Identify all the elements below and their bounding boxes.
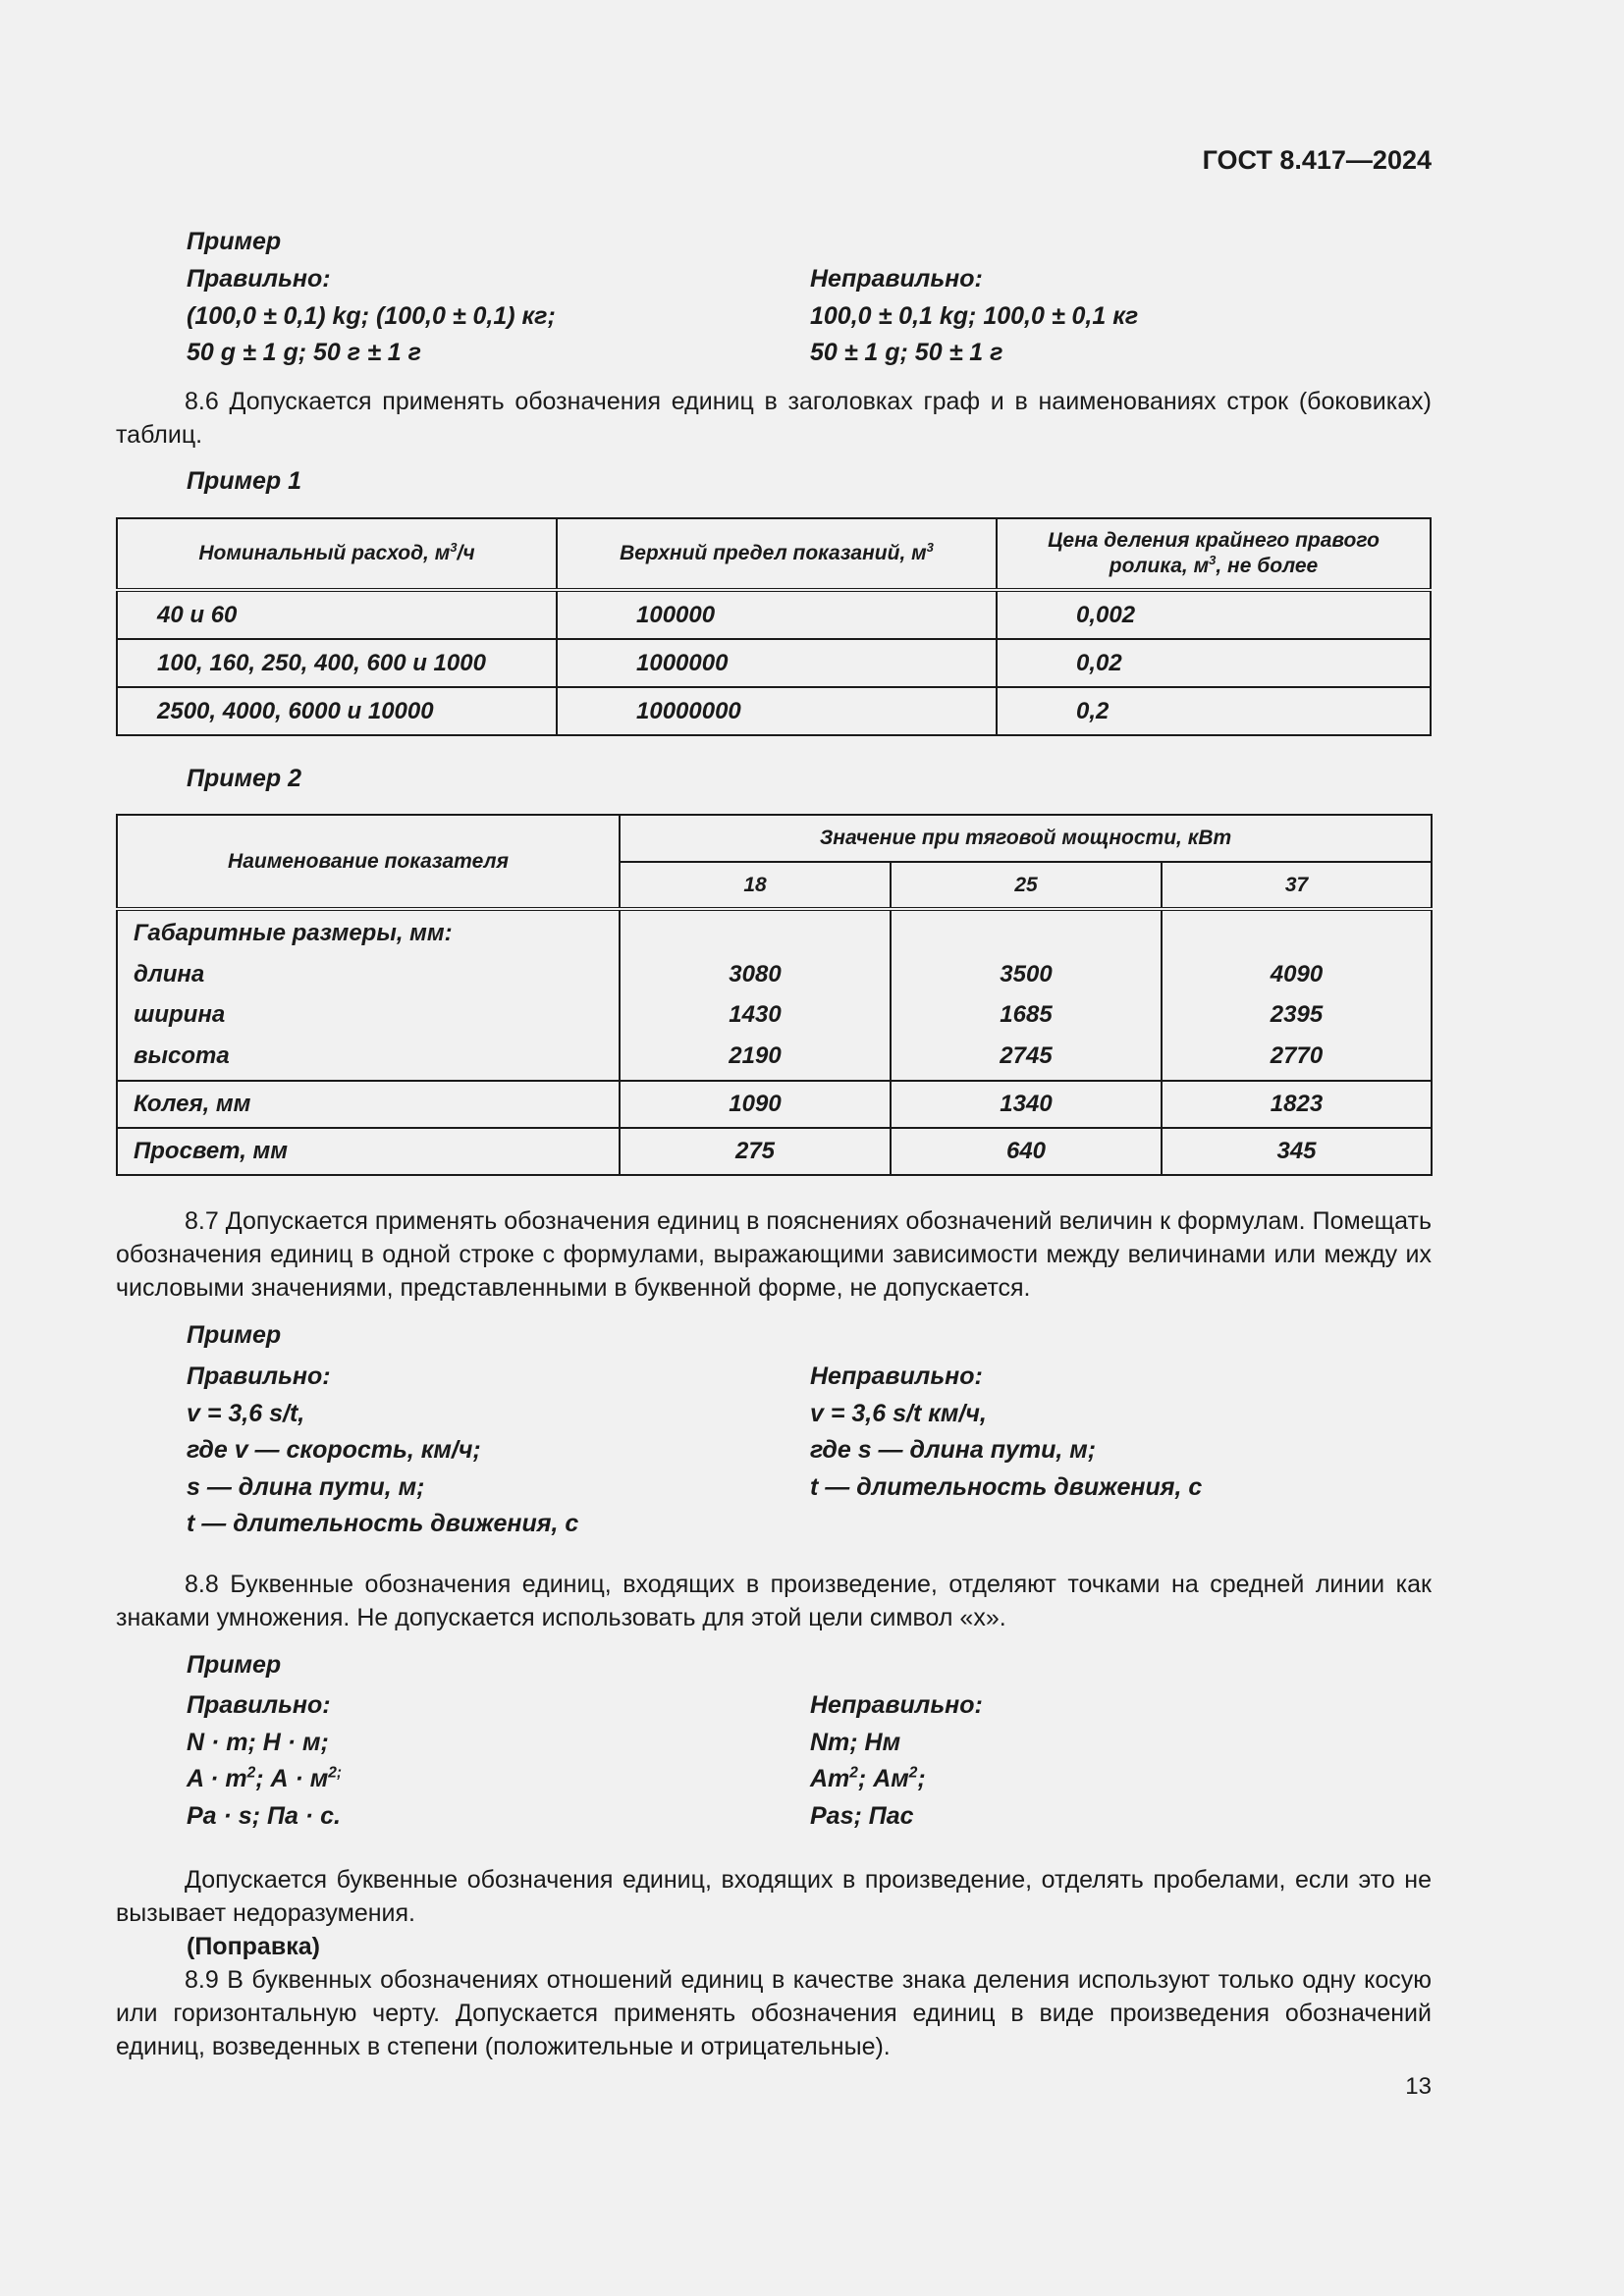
incorrect-title: Неправильно: xyxy=(810,265,983,293)
incorrect-line: 100,0 ± 0,1 kg; 100,0 ± 0,1 кг xyxy=(810,301,1139,330)
correct-line: t — длительность движения, с xyxy=(187,1510,579,1537)
incorrect-line: t — длительность движения, с xyxy=(810,1472,1203,1501)
incorrect-column xyxy=(810,1359,1434,1543)
incorrect-line: Nm; Нм xyxy=(810,1728,901,1756)
incorrect-title: Неправильно: xyxy=(810,1691,983,1719)
correct-line: $A \cdot m^2$; $А \cdot м^{2;}$ xyxy=(187,1764,343,1792)
table-cell: 100000 xyxy=(557,590,997,639)
correct-line: 50 g ± 1 g; 50 г ± 1 г xyxy=(187,339,421,366)
incorrect-title: Неправильно: xyxy=(810,1362,983,1390)
paragraph-8-8: 8.8 Буквенные обозначения единиц, входящих в произведение, отделяют точками на средней линии как знаками умножения. Не допускается использовать для этой цели символ «x». xyxy=(116,1571,1432,1631)
incorrect-line: Pas; Пас xyxy=(810,1801,914,1830)
table-cell: Просвет, мм xyxy=(117,1128,620,1175)
incorrect-line: где s — длина пути, м; xyxy=(810,1436,1097,1464)
table-row xyxy=(117,590,1431,639)
table-cell: 3500 1685 2745 xyxy=(891,909,1162,1081)
table-cell: 4090 2395 2770 xyxy=(1162,909,1432,1081)
correct-line: Pa · s; Па · с. xyxy=(187,1801,341,1830)
correct-title: Правильно: xyxy=(187,1691,331,1719)
table-row xyxy=(117,909,1432,1081)
correct-column xyxy=(187,1687,810,1835)
table-tractor-specs xyxy=(116,814,1433,1176)
table-cell: 275 xyxy=(620,1128,891,1175)
table-cell: 640 xyxy=(891,1128,1162,1175)
table-cell: 345 xyxy=(1162,1128,1432,1175)
correct-title: Правильно: xyxy=(187,1362,331,1390)
incorrect-line: 50 ± 1 g; 50 ± 1 г xyxy=(810,339,1003,366)
table-cell: 10000000 xyxy=(557,687,997,735)
example-right-wrong xyxy=(187,1687,1434,1835)
example-right-wrong xyxy=(187,1359,1434,1543)
table-cell: 0,02 xyxy=(997,639,1431,687)
table-header: 25 xyxy=(891,862,1162,909)
incorrect-line: Am$^2$; $Ам^2$; xyxy=(810,1764,926,1792)
table-cell: 100, 160, 250, 400, 600 и 1000 xyxy=(117,639,557,687)
table-header: Значение при тяговой мощности, кВт xyxy=(620,815,1432,862)
correct-title: Правильно: xyxy=(187,265,331,293)
table-cell: 1000000 xyxy=(557,639,997,687)
table-cell: 0,2 xyxy=(997,687,1431,735)
example-label: Пример xyxy=(187,228,282,255)
incorrect-column xyxy=(810,1687,1434,1835)
table-cell: 2500, 4000, 6000 и 10000 xyxy=(117,687,557,735)
paragraph-8-6: 8.6 Допускается применять обозначения единиц в заголовках граф и в наименованиях строк (боковиках) таблиц. xyxy=(116,388,1432,449)
table-row xyxy=(117,1128,1432,1175)
correct-column xyxy=(187,261,810,372)
table-cell: 0,002 xyxy=(997,590,1431,639)
table-cell: 1340 xyxy=(891,1081,1162,1128)
example-2-label: Пример 2 xyxy=(187,765,302,792)
table-cell: 1090 xyxy=(620,1081,891,1128)
correct-line: (100,0 ± 0,1) kg; (100,0 ± 0,1) кг; xyxy=(187,301,556,330)
table-cell: Колея, мм xyxy=(117,1081,620,1128)
correct-line: где v — скорость, км/ч; xyxy=(187,1436,481,1464)
table-row xyxy=(117,687,1431,735)
correct-line: v = 3,6 s/t, xyxy=(187,1399,305,1427)
paragraph-8-9: 8.9 В буквенных обозначениях отношений единиц в качестве знака деления используют только одну косую или горизонтальную черту. Допускается применять обозначения единиц в виде произведения обозначений единиц, возведенных в степени (положительные и отрицательные). xyxy=(116,1966,1432,2060)
table-cell: 3080 1430 2190 xyxy=(620,909,891,1081)
example-1-label: Пример 1 xyxy=(187,467,302,495)
table-header: Верхний предел показаний, $м^3$ xyxy=(557,518,997,590)
table-header: Наименование показателя xyxy=(117,815,620,909)
page-number: 13 xyxy=(1405,2073,1432,2100)
amendment-label: (Поправка) xyxy=(187,1933,320,1960)
table-header: Цена деления крайнего правого ролика, $м^3$, не более xyxy=(997,518,1431,590)
example-label: Пример xyxy=(187,1651,282,1679)
incorrect-line: v = 3,6 s/t км/ч, xyxy=(810,1399,987,1427)
table-header: Номинальный расход, $м^3/ч$ xyxy=(117,518,557,590)
paragraph-8-7: 8.7 Допускается применять обозначения единиц в пояснениях обозначений величин к формулам. Помещать обозначения единиц в одной строке с формулами, выражающими зависимости между величинами или между их числовыми значениями, представленными в буквенной форме, не допускается. xyxy=(116,1207,1432,1302)
paragraph-allow-spaces: Допускается буквенные обозначения единиц, входящих в произведение, отделять пробелами, если это не вызывает недоразумения. xyxy=(116,1866,1432,1927)
document-id: ГОСТ 8.417—2024 xyxy=(1202,145,1432,175)
correct-line: s — длина пути, м; xyxy=(187,1472,425,1501)
example-right-wrong xyxy=(187,261,1434,372)
correct-column xyxy=(187,1359,810,1543)
table-row xyxy=(117,1081,1432,1128)
correct-line: N · m; Н · м; xyxy=(187,1728,329,1756)
table-cell: 40 и 60 xyxy=(117,590,557,639)
table-header: 18 xyxy=(620,862,891,909)
example-label: Пример xyxy=(187,1321,282,1349)
table-cell: 1823 xyxy=(1162,1081,1432,1128)
table-header: 37 xyxy=(1162,862,1432,909)
table-cell: Габаритные размеры, мм: длина ширина высота xyxy=(117,909,620,1081)
table-units-flow xyxy=(116,517,1432,736)
incorrect-column xyxy=(810,261,1434,372)
table-row xyxy=(117,639,1431,687)
